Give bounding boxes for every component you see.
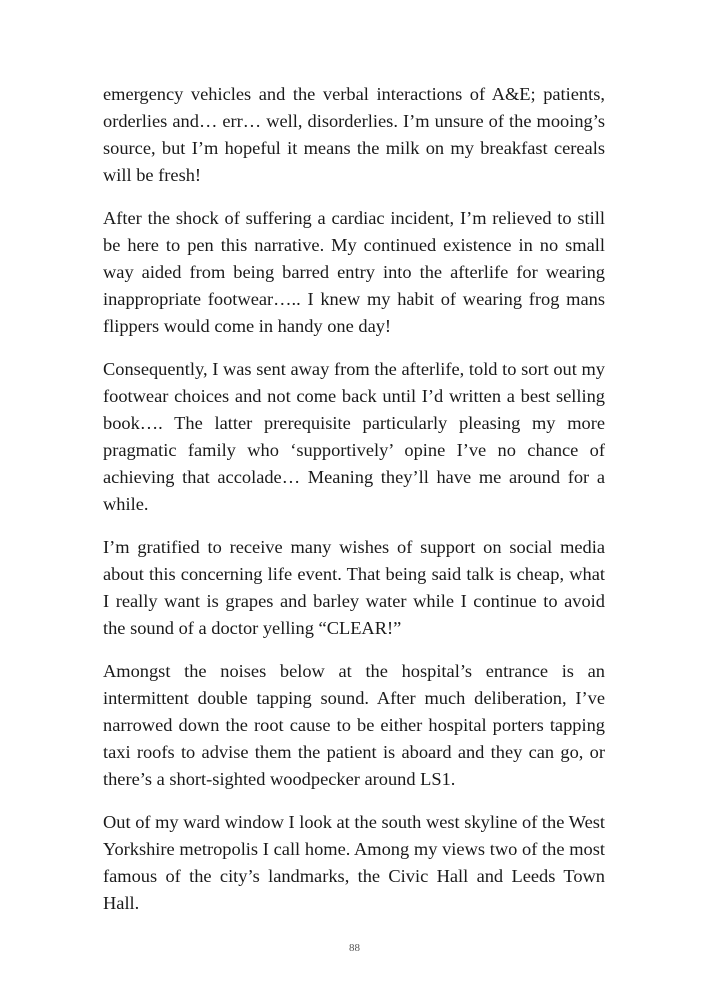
paragraph: emergency vehicles and the verbal interactions of A&E; patients, orderlies and… err… well, disorderlies. I’m unsure of the mooing’s source, but I’m hopeful it means the milk on my breakfast cereals will be fresh! [103,84,605,185]
paragraph: After the shock of suffering a cardiac incident, I’m relieved to still be here to pen this narrative. My continued existence in no small way aided from being barred entry into the afterlife for wearing inappropriate footwear….. I knew my habit of wearing frog mans flippers would come in handy one day! [103,208,605,336]
body-text [103,81,605,933]
paragraph: I’m gratified to receive many wishes of support on social media about this concerning life event. That being said talk is cheap, what I really want is grapes and barley water while I continue to avoid the sound of a doctor yelling “CLEAR!” [103,537,605,638]
page-number: 88 [349,942,360,954]
paragraph: Out of my ward window I look at the south west skyline of the West Yorkshire metropolis I call home. Among my views two of the most famous of the city’s landmarks, the Civic Hall and Leeds Town Hall. [103,812,605,913]
paragraph: Consequently, I was sent away from the afterlife, told to sort out my footwear choices and not come back until I’d written a best selling book…. The latter prerequisite particularly pleasing my more pragmatic family who ‘supportively’ opine I’ve no chance of achieving that accolade… Meaning they’ll have me around for a while. [103,359,605,514]
paragraph: Amongst the noises below at the hospital’s entrance is an intermittent double tapping sound. After much deliberation, I’ve narrowed down the root cause to be either hospital porters tapping taxi roofs to advise them the patient is aboard and they can go, or there’s a short-sighted woodpecker around LS1. [103,661,605,789]
